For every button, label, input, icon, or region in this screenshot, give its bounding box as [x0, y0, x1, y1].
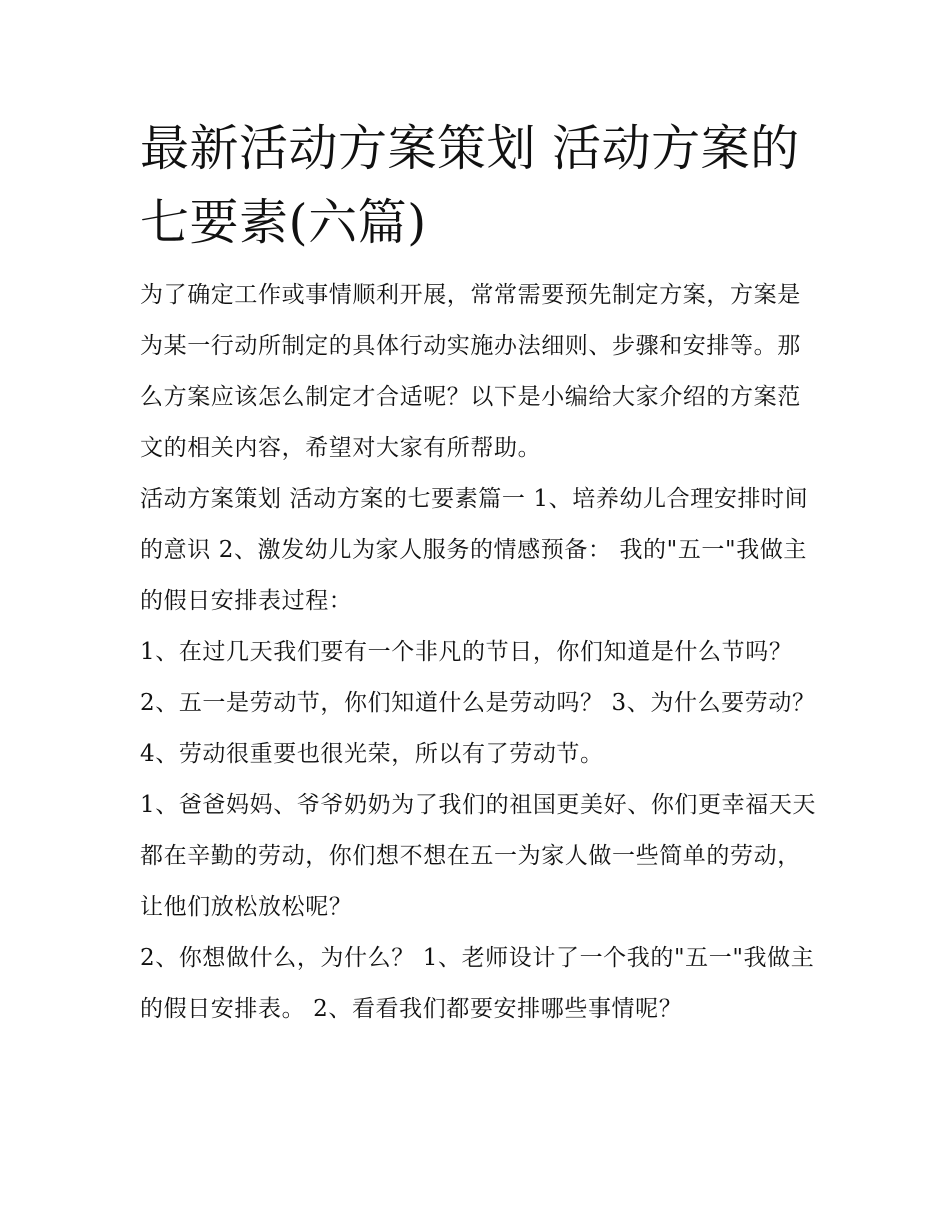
intro-paragraph: 为了确定工作或事情顺利开展，常常需要预先制定方案，方案是为某一行动所制定的具体行动实施办法细则、步骤和安排等。那么方案应该怎么制定才合适呢？以下是小编给大家介绍的方案范文的相关内容，希望对大家有所帮助。: [140, 282, 801, 461]
labor-day-paragraph: 4、劳动很重要也很光荣，所以有了劳动节。: [140, 741, 604, 767]
document-title: 最新活动方案策划 活动方案的七要素(六篇): [140, 120, 800, 251]
family-labor-paragraph: 1、爸爸妈妈、爷爷奶奶为了我们的祖国更美好、你们更幸福天天都在辛勤的劳动，你们想不想在五一为家人做一些简单的劳动，让他们放松放松呢？: [140, 792, 817, 920]
schedule-paragraph: 2、你想做什么，为什么？ 1、老师设计了一个我的"五一"我做主的假日安排表。 2、看看我们都要安排哪些事情呢？: [140, 945, 815, 1022]
questions-paragraph: 1、在过几天我们要有一个非凡的节日，你们知道是什么节吗？ 2、五一是劳动节，你们知道什么是劳动吗？ 3、为什么要劳动？: [140, 639, 816, 716]
document-body: [140, 270, 820, 1035]
document-page: [140, 112, 820, 1035]
section-one-paragraph: 活动方案策划 活动方案的七要素篇一 1、培养幼儿合理安排时间的意识 2、激发幼儿为家人服务的情感预备： 我的"五一"我做主的假日安排表过程：: [140, 486, 809, 614]
